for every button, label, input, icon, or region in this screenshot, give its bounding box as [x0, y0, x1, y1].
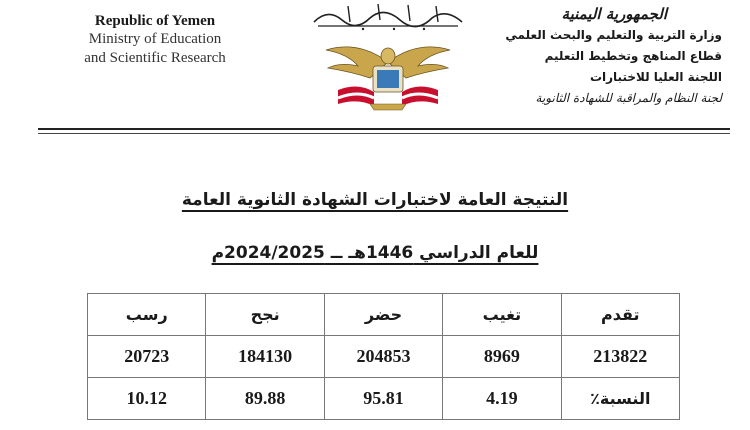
- arabic-control-committee: لجنة النظام والمراقبة للشهادة الثانوية: [535, 91, 722, 105]
- basmala-calligraphy: [308, 0, 468, 32]
- country-name: Republic of Yemen: [94, 13, 216, 29]
- count-present: 204853: [324, 336, 442, 378]
- yemen-eagle-emblem: [318, 32, 458, 112]
- count-applied: 213822: [561, 336, 679, 378]
- ratio-failed: 10.12: [88, 378, 206, 420]
- ministry-name-line1: Ministry of Education: [88, 31, 222, 47]
- header-divider-thick: [38, 128, 730, 130]
- ratio-label: النسبة٪: [561, 378, 679, 420]
- count-failed: 20723: [88, 336, 206, 378]
- ratio-row: [88, 378, 680, 420]
- counts-row: [88, 336, 680, 378]
- count-absent: 8969: [443, 336, 561, 378]
- table-header-row: [88, 294, 680, 336]
- header-failed: رسب: [88, 294, 206, 336]
- english-letterhead: [40, 12, 270, 68]
- results-table: [87, 293, 680, 420]
- ratio-passed: 89.88: [206, 378, 324, 420]
- header-present: حضر: [324, 294, 442, 336]
- emblem-block: [300, 0, 480, 120]
- arabic-country-name: الجمهورية اليمنية: [561, 5, 667, 23]
- arabic-letterhead: [472, 4, 722, 109]
- count-passed: 184130: [206, 336, 324, 378]
- header-passed: نجح: [206, 294, 324, 336]
- academic-year-subtitle: للعام الدراسي 1446هـ ــ 2024/2025م: [211, 243, 539, 263]
- header-absent: تغيب: [443, 294, 561, 336]
- ratio-present: 95.81: [324, 378, 442, 420]
- arabic-committee-name: اللجنة العليا للاختبارات: [589, 70, 722, 84]
- arabic-ministry-name: وزارة التربية والتعليم والبحث العلمي: [505, 28, 722, 42]
- page-title: النتيجة العامة لاختبارات الشهادة الثانوية العامة: [181, 190, 569, 210]
- header-applied: تقدم: [561, 294, 679, 336]
- header-divider-thin: [38, 133, 730, 134]
- ratio-absent: 4.19: [443, 378, 561, 420]
- ministry-name-line2: and Scientific Research: [84, 50, 226, 66]
- arabic-sector-name: قطاع المناهج وتخطيط التعليم: [544, 49, 722, 63]
